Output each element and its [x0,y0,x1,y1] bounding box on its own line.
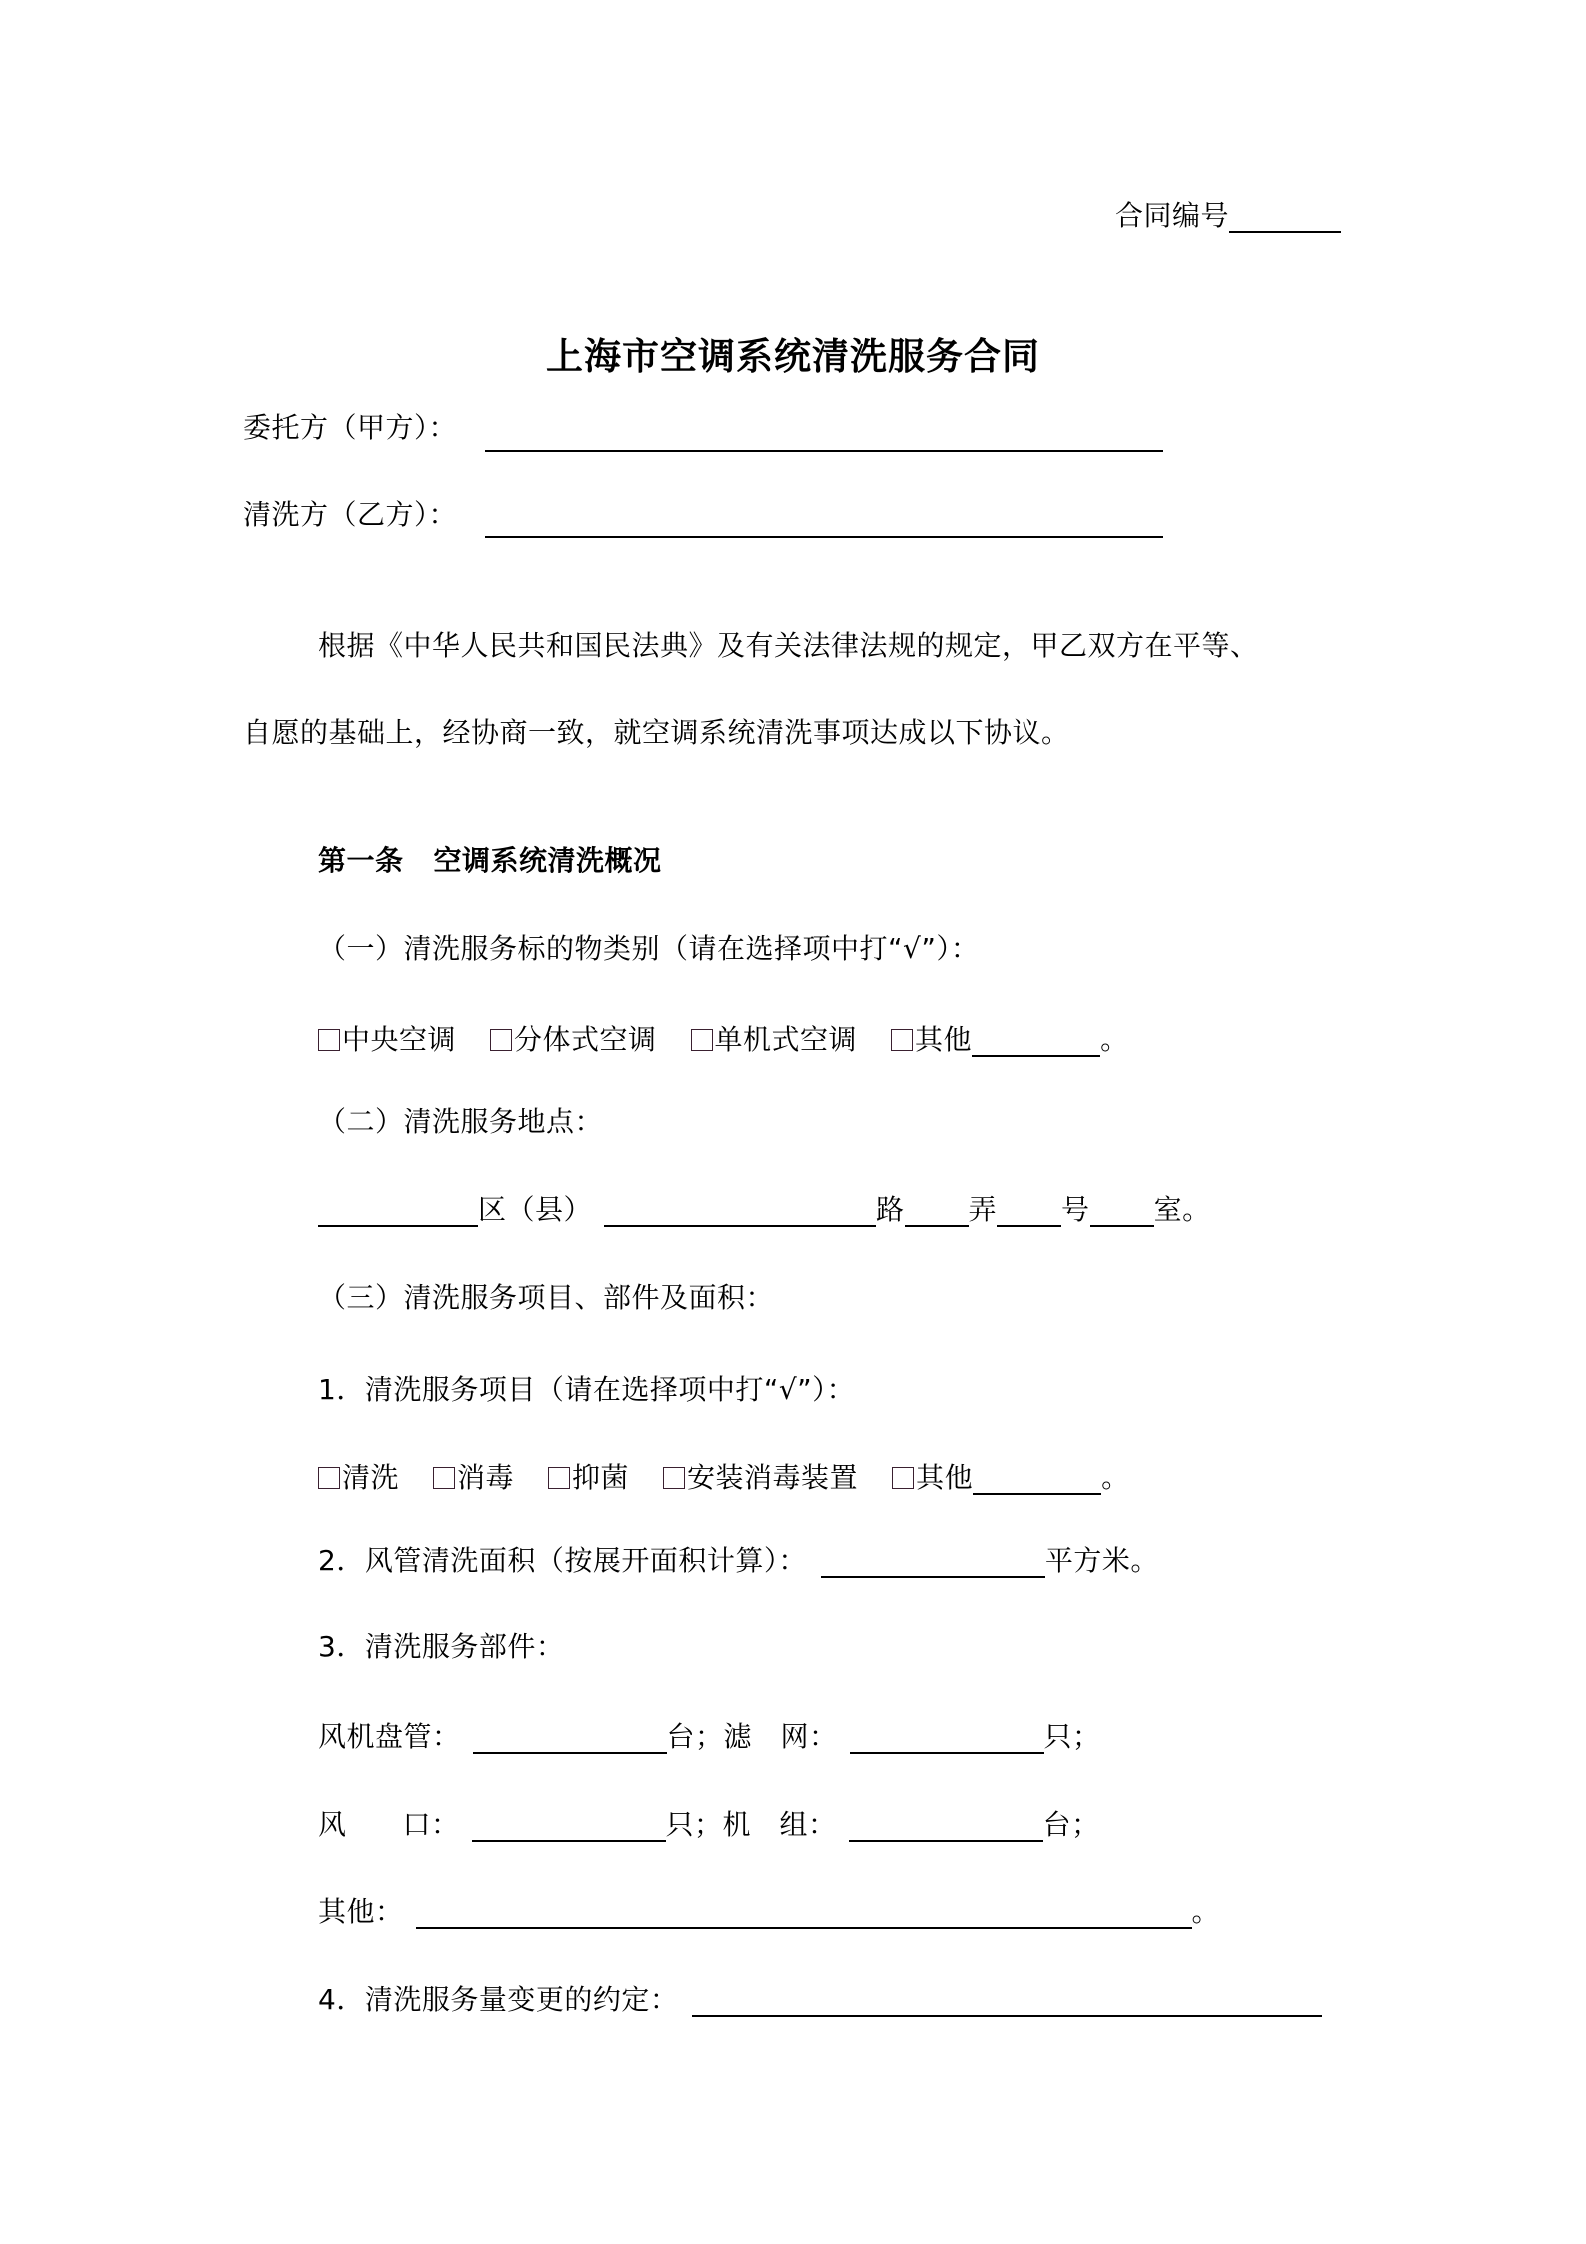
other-parts-field[interactable] [416,1897,1192,1929]
section-3-label: （三）清洗服务项目、部件及面积： [318,1281,775,1314]
parts-row-other: 其他： 。 [318,1895,1221,1928]
client-row [243,410,457,446]
option-cleaning[interactable]: 清洗 [318,1460,399,1496]
fan-coil-field[interactable] [473,1722,667,1754]
section-1-label: （一）清洗服务标的物类别（请在选择项中打“√”）： [318,932,980,965]
contract-number-field[interactable] [1229,201,1341,233]
item-3-label: 3．清洗服务部件： [318,1630,565,1663]
option-install-disinfection-device[interactable]: 安装消毒装置 [663,1460,858,1496]
section-2-label: （二）清洗服务地点： [318,1105,604,1138]
unit-field[interactable] [849,1810,1043,1842]
option-disinfection[interactable]: 消毒 [433,1460,514,1496]
checkbox-icon[interactable] [663,1467,685,1489]
contract-number-label: 合同编号 [1115,199,1230,232]
cleaner-field[interactable] [485,536,1163,538]
option-window-ac[interactable]: 单机式空调 [691,1022,858,1058]
item-4-label: 4．清洗服务量变更的约定： [318,1983,679,2016]
other-service-field[interactable] [973,1463,1101,1495]
article-1-heading [318,843,662,879]
item-4-row [318,1982,1322,2018]
filter-field[interactable] [850,1722,1044,1754]
cleaner-label: 清洗方（乙方）： [243,498,458,531]
checkbox-icon[interactable] [548,1467,570,1489]
preamble-line-1: 根据《中华人民共和国民法典》及有关法律法规的规定，甲乙双方在平等、 [318,629,1259,662]
volume-change-field[interactable] [692,1985,1322,2017]
option-split-ac[interactable]: 分体式空调 [490,1022,657,1058]
checkbox-icon[interactable] [490,1029,512,1051]
checkbox-icon[interactable] [318,1029,340,1051]
article-1-title: 空调系统清洗概况 [433,844,662,877]
number-field[interactable] [997,1195,1061,1227]
option-other[interactable]: 其他 [891,1022,972,1058]
lane-field[interactable] [905,1195,969,1227]
item-1-label: 1．清洗服务项目（请在选择项中打“√”）： [318,1373,856,1406]
duct-area-field[interactable] [821,1546,1045,1578]
parts-row-1: 风机盘管： 台；滤 网： 只； [318,1720,1101,1753]
vent-field[interactable] [472,1810,666,1842]
road-field[interactable] [604,1195,876,1227]
article-1-number: 第一条 [318,844,404,877]
checkbox-icon[interactable] [433,1467,455,1489]
duct-area-unit: 平方米。 [1044,1544,1159,1577]
client-label: 委托方（甲方）： [243,411,458,444]
checkbox-icon[interactable] [891,1029,913,1051]
client-field[interactable] [485,450,1163,452]
item-2-label: 2．风管清洗面积（按展开面积计算）： [318,1544,807,1577]
checkbox-icon[interactable] [318,1467,340,1489]
preamble-line-2: 自愿的基础上，经协商一致，就空调系统清洗事项达成以下协议。 [243,716,1070,749]
document-title: 上海市空调系统清洗服务合同 [546,335,1040,378]
option-other[interactable]: 其他 [892,1460,973,1496]
section-1-options: 中央空调 分体式空调 单机式空调 其他 。 [318,1022,1129,1058]
parts-row-2: 风 口： 只；机 组： 台； [318,1808,1100,1841]
contract-number-row [1115,198,1341,234]
address-row: 区（县） 路 弄 号 室。 [318,1192,1211,1228]
room-field[interactable] [1090,1195,1154,1227]
other-type-field[interactable] [972,1025,1100,1057]
option-antibacterial[interactable]: 抑菌 [548,1460,629,1496]
district-field[interactable] [318,1195,478,1227]
checkbox-icon[interactable] [892,1467,914,1489]
cleaner-row [243,497,457,533]
item-1-options: 清洗 消毒 抑菌 安装消毒装置 其他 。 [318,1460,1130,1496]
item-2-row [318,1543,1159,1579]
option-central-ac[interactable]: 中央空调 [318,1022,456,1058]
checkbox-icon[interactable] [691,1029,713,1051]
